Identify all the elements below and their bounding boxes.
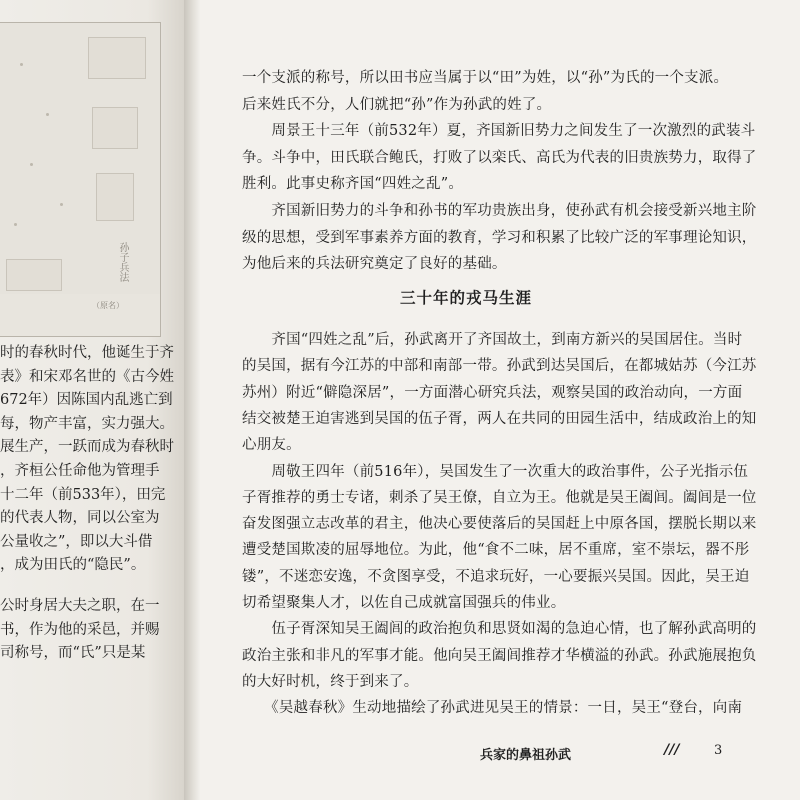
text-line: 争。斗争中，田氏联合鲍氏，打败了以栾氏、高氏为代表的旧贵族势力，取得了 bbox=[242, 149, 757, 166]
text-line: 奋发图强立志改革的君主，他决心要使落后的吴国赶上中原各国，摆脱长期以来 bbox=[242, 516, 757, 533]
book-gutter bbox=[184, 0, 200, 800]
text-line: 子胥推荐的勇士专诸，刺杀了吴王僚，自立为王。他就是吴王阖闾。阖闾是一位 bbox=[242, 489, 757, 506]
text-line: 为他后来的兵法研究奠定了良好的基础。 bbox=[242, 256, 507, 273]
text-line: 的大好时机，终于到来了。 bbox=[242, 673, 419, 690]
figure-mark bbox=[20, 63, 23, 66]
right-page bbox=[200, 0, 800, 800]
section-heading: 三十年的戎马生涯 bbox=[400, 288, 533, 307]
text-line: 伍子胥深知吴王阖闾的政治抱负和思贤如渴的急迫心情，也了解孙武高明的 bbox=[242, 621, 757, 638]
text-line: ，齐桓公任命他为管理手 bbox=[0, 462, 160, 479]
figure-box bbox=[88, 37, 146, 79]
text-line: 书，作为他的采邑，并赐 bbox=[0, 621, 160, 638]
text-line: 公时身居大夫之职，在一 bbox=[0, 597, 160, 614]
page-number: 3 bbox=[714, 743, 723, 758]
text-line: 镂”，不迷恋安逸，不贪图享受，不追求玩好，一心要振兴吴国。因此，吴王迫 bbox=[242, 568, 750, 585]
figure-mark bbox=[14, 223, 17, 226]
text-line: 心朋友。 bbox=[242, 437, 301, 454]
text-line: 切希望聚集人才，以佐自己成就富国强兵的伟业。 bbox=[242, 595, 566, 611]
text-line: 每，物产丰富，实力强大。 bbox=[0, 415, 174, 432]
text-line: 展生产，一跃而成为春秋时 bbox=[0, 439, 174, 456]
left-page-text bbox=[0, 342, 184, 666]
text-line: ，成为田氏的“隐民”。 bbox=[0, 557, 146, 574]
text-line: 齐国新旧势力的斗争和孙书的军功贵族出身，使孙武有机会接受新兴地主阶 bbox=[242, 203, 757, 219]
text-line: 十二年（前533年），田完 bbox=[0, 486, 166, 503]
text-line: 一个支派的称号，所以田书应当属于以“田”为姓，以“孙”为氏的一个支派。 bbox=[242, 70, 729, 86]
text-line: 表》和宋邓名世的《古今姓 bbox=[0, 368, 174, 385]
text-line: 结交被楚王迫害逃到吴国的伍子胥，两人在共同的田园生活中，结成政治上的知 bbox=[242, 410, 757, 427]
text-line: 级的思想，受到军事素养方面的教育，学习和积累了比较广泛的军事理论知识， bbox=[242, 229, 757, 246]
text-line: 《吴越春秋》生动地描绘了孙武进见吴王的情景：一日，吴王“登台，向南 bbox=[242, 700, 743, 717]
text-line: 政治主张和非凡的军事才能。他向吴王阖闾推荐才华横溢的孙武。孙武施展抱负 bbox=[242, 647, 757, 664]
text-line: 672年）因陈国内乱逃亡到 bbox=[0, 392, 173, 409]
figure-caption-vertical: 孙子兵法 bbox=[117, 242, 128, 282]
figure-box bbox=[96, 173, 134, 221]
text-line: 的代表人物，同以公室为 bbox=[0, 510, 160, 527]
figure-mark bbox=[46, 113, 49, 116]
text-line: 遭受楚国欺凌的屈辱地位。为此，他“食不二味，居不重席，室不崇坛，器不彤 bbox=[242, 542, 750, 559]
text-line: 齐国“四姓之乱”后，孙武离开了齐国故土，到南方新兴的吴国居住。当时 bbox=[242, 332, 743, 348]
text-line: 周景王十三年（前532年）夏，齐国新旧势力之间发生了一次激烈的武装斗 bbox=[242, 123, 756, 140]
figure-caption-right: （原名） bbox=[92, 301, 124, 310]
text-line: 后来姓氏不分，人们就把“孙”作为孙武的姓了。 bbox=[242, 96, 552, 113]
text-line: 时的春秋时代，他诞生于齐 bbox=[0, 345, 174, 361]
figure-box bbox=[6, 259, 62, 291]
figure-box bbox=[92, 107, 138, 149]
text-line: 周敬王四年（前516年），吴国发生了一次重大的政治事件，公子光指示伍 bbox=[242, 463, 749, 480]
figure-mark bbox=[30, 163, 33, 166]
text-line: 苏州）附近“僻隐深居”，一方面潜心研究兵法，观察吴国的政治动向，一方面 bbox=[242, 384, 743, 401]
figure-mark bbox=[60, 203, 63, 206]
left-page bbox=[0, 0, 184, 800]
text-line: 的吴国，据有今江苏的中部和南部一带。孙武到达吴国后，在都城姑苏（今江苏 bbox=[242, 358, 757, 375]
text-line: 司称号，而“氏”只是某 bbox=[0, 645, 146, 662]
text-line: 胜利。此事史称齐国“四姓之乱”。 bbox=[242, 176, 464, 193]
footer-ornament: /// bbox=[664, 742, 680, 758]
text-line: 公量收之”，即以大斗借 bbox=[0, 533, 153, 550]
figure-caption bbox=[0, 242, 161, 337]
running-footer-title: 兵家的鼻祖孙武 bbox=[480, 748, 572, 763]
text-line bbox=[0, 578, 184, 595]
illustration-figure bbox=[0, 22, 161, 296]
